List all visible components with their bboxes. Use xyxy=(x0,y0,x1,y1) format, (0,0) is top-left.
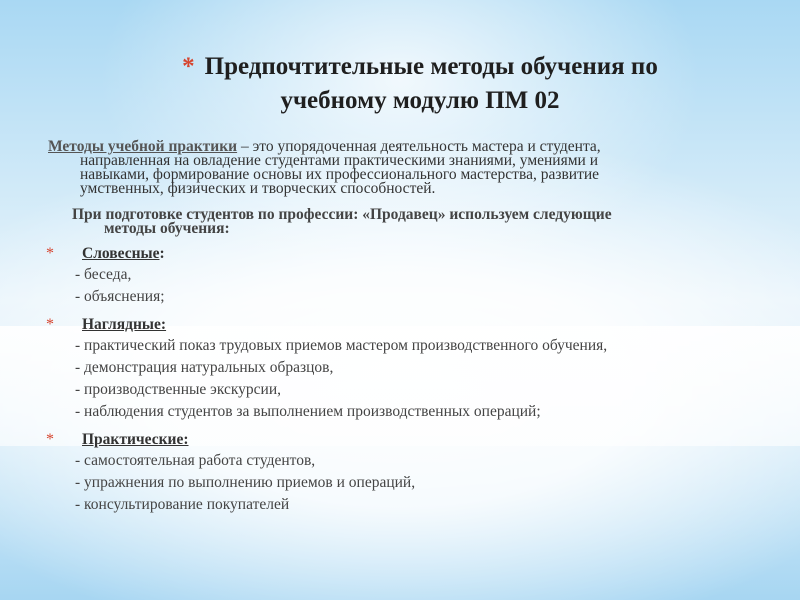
title-line-2: учебному модулю ПМ 02 xyxy=(280,87,560,114)
section-star-icon: * xyxy=(46,245,54,262)
lead-paragraph xyxy=(48,208,748,236)
section-label-text: Словесные xyxy=(82,245,160,262)
list-item: - производственные экскурсии, xyxy=(75,380,282,398)
list-item: - наблюдения студентов за выполнением производственных операций; xyxy=(75,402,541,420)
slide-title xyxy=(100,50,740,118)
definition-line-3: навыками, формирование основы их профессионального мастерства, развитие xyxy=(80,166,600,183)
definition-line-2: направленная на овладение студентами практическими знаниями, умениями и xyxy=(80,152,599,169)
slide-body xyxy=(48,140,748,515)
section-label-text: Практические: xyxy=(82,431,189,449)
list-item: - консультирование покупателей xyxy=(75,495,290,513)
lead-line-1: При подготовке студентов по профессии: «Продавец» используем следующие xyxy=(72,206,612,223)
section-heading-practical xyxy=(48,430,748,450)
list-item: - самостоятельная работа студентов, xyxy=(75,452,316,470)
lead-line-2: методы обучения: xyxy=(104,220,230,237)
section-heading-visual xyxy=(48,315,748,335)
list-item: - практический показ трудовых приемов мастером производственного обучения, xyxy=(75,337,608,355)
section-heading-verbal xyxy=(48,244,748,264)
section-star-icon: * xyxy=(46,316,54,334)
list-item: - беседа, xyxy=(75,266,132,283)
title-text-1: Предпочтительные методы обучения по xyxy=(204,53,658,80)
section-star-icon: * xyxy=(46,431,54,449)
section-label xyxy=(82,244,165,264)
section-label-suffix: : xyxy=(159,245,165,262)
title-bullet-star: * xyxy=(182,53,195,80)
definition-line-4: умственных, физических и творческих способностей. xyxy=(80,180,436,197)
title-line-1 xyxy=(100,50,740,84)
definition-line-1: – это упорядоченная деятельность мастера и студента, xyxy=(237,138,601,155)
list-item: - объяснения; xyxy=(75,287,165,305)
definition-term: Методы учебной практики xyxy=(48,138,238,155)
list-item: - демонстрация натуральных образцов, xyxy=(75,359,334,377)
definition-paragraph xyxy=(48,140,748,196)
list-item: - упражнения по выполнению приемов и операций, xyxy=(75,473,416,491)
section-label xyxy=(82,430,189,450)
section-label-text: Наглядные: xyxy=(82,316,167,334)
section-label xyxy=(82,315,166,335)
